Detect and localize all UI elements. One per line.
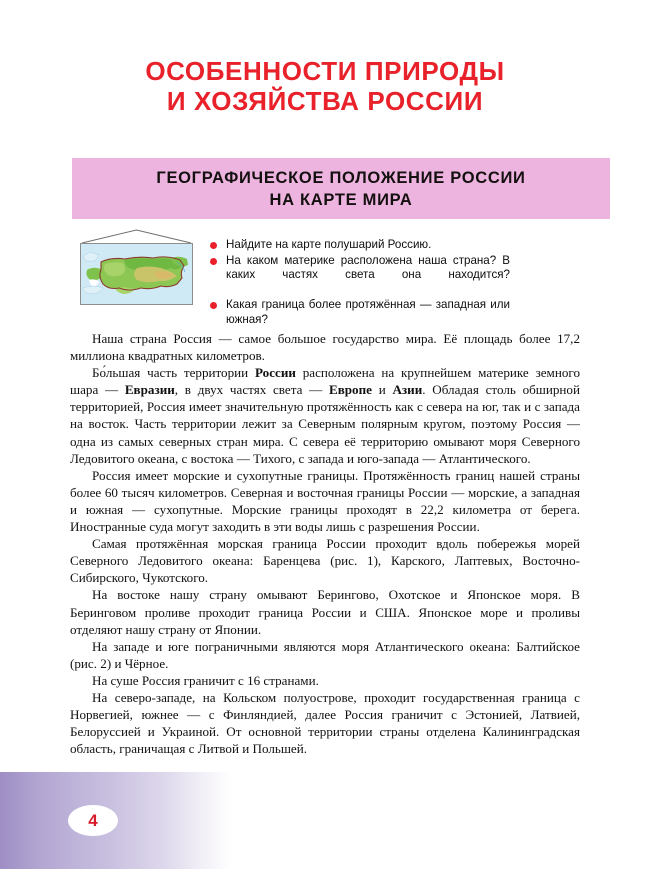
bullet-dot-icon bbox=[210, 302, 217, 309]
question-text: Найдите на карте полушарий Россию. bbox=[226, 238, 432, 251]
question-text: Какая граница более протяжённая — западная или южная? bbox=[226, 298, 510, 326]
map-of-russia-graphic bbox=[81, 244, 192, 304]
page-title-line-2: И ХОЗЯЙСТВА РОССИИ bbox=[166, 86, 484, 116]
bullet-dot-icon bbox=[210, 242, 217, 249]
section-heading-line-1: ГЕОГРАФИЧЕСКОЕ ПОЛОЖЕНИЕ РОССИИ bbox=[156, 168, 526, 187]
map-frame bbox=[80, 243, 193, 305]
list-item bbox=[210, 254, 510, 298]
list-item bbox=[210, 238, 510, 253]
section-heading-banner bbox=[72, 158, 610, 219]
paragraph: На востоке нашу страну омывают Берингово, Охотское и Японское моря. В Беринговом проливе проходит граница России и США. Японское море и проливы отделяют нашу страну от Японии. bbox=[70, 587, 580, 637]
page-title-line-1: ОСОБЕННОСТИ ПРИРОДЫ bbox=[145, 56, 505, 86]
question-text: На каком материке расположена наша страна? В каких частях света она находится? bbox=[226, 253, 510, 282]
paragraph: Самая протяжённая морская граница России проходит вдоль побережья морей Северного Ледовитого океана: Баренцева (рис. 1), Карского, Лаптевых, Восточно-Сибирского, Чукотского. bbox=[70, 536, 580, 586]
paragraph: На суше Россия граничит с 16 странами. bbox=[92, 672, 319, 688]
paragraph: Наша страна Россия — самое большое государство мира. Её площадь более 17,2 миллиона квадратных километров. bbox=[70, 331, 580, 364]
bullet-dot-icon bbox=[210, 258, 217, 265]
paragraph: Бо́льшая часть территории России расположена на крупнейшем материке земного шара — Евразии, в двух частях света — Европе и Азии. Обладая столь обширной территорией, Россия имеет значительную протяжённость как с севера на юг, так и с запада на восток. Часть территории лежит за Северным полярным кругом, поэтому Россия — одна из самых северных стран мира. С севера её территорию омывают моря Северного Ледовитого океана, с востока — Тихого, с запада и юго-запада — Атлантического. bbox=[70, 365, 580, 466]
map-hanger-icon bbox=[80, 229, 193, 244]
page-number-badge bbox=[68, 805, 118, 836]
question-list bbox=[210, 238, 510, 343]
section-heading-line-2: НА КАРТЕ МИРА bbox=[269, 190, 413, 209]
paragraph: Россия имеет морские и сухопутные границы. Протяжённость границ нашей страны более 60 тысяч километров. Северная и восточная границы России — морские, а западная и южная — сухопутные. Морские границы проходят в 22,2 километра от берега. Иностранные суда могут заходить в эти воды лишь с разрешения России. bbox=[70, 467, 580, 535]
page-number-value: 4 bbox=[88, 810, 98, 830]
article-body bbox=[70, 330, 580, 757]
paragraph: На западе и юге пограничными являются моря Атлантического океана: Балтийское (рис. 2) и Чёрное. bbox=[70, 638, 580, 671]
paragraph: На северо-западе, на Кольском полуострове, проходит государственная граница с Норвегией, южнее — с Финляндией, далее Россия граничит с Эстонией, Латвией, Белоруссией и Украиной. От основной территории страны отделена Калининградская область, граничащая с Литвой и Польшей. bbox=[70, 689, 580, 757]
page-title bbox=[0, 56, 650, 116]
wall-map-illustration bbox=[80, 229, 193, 305]
